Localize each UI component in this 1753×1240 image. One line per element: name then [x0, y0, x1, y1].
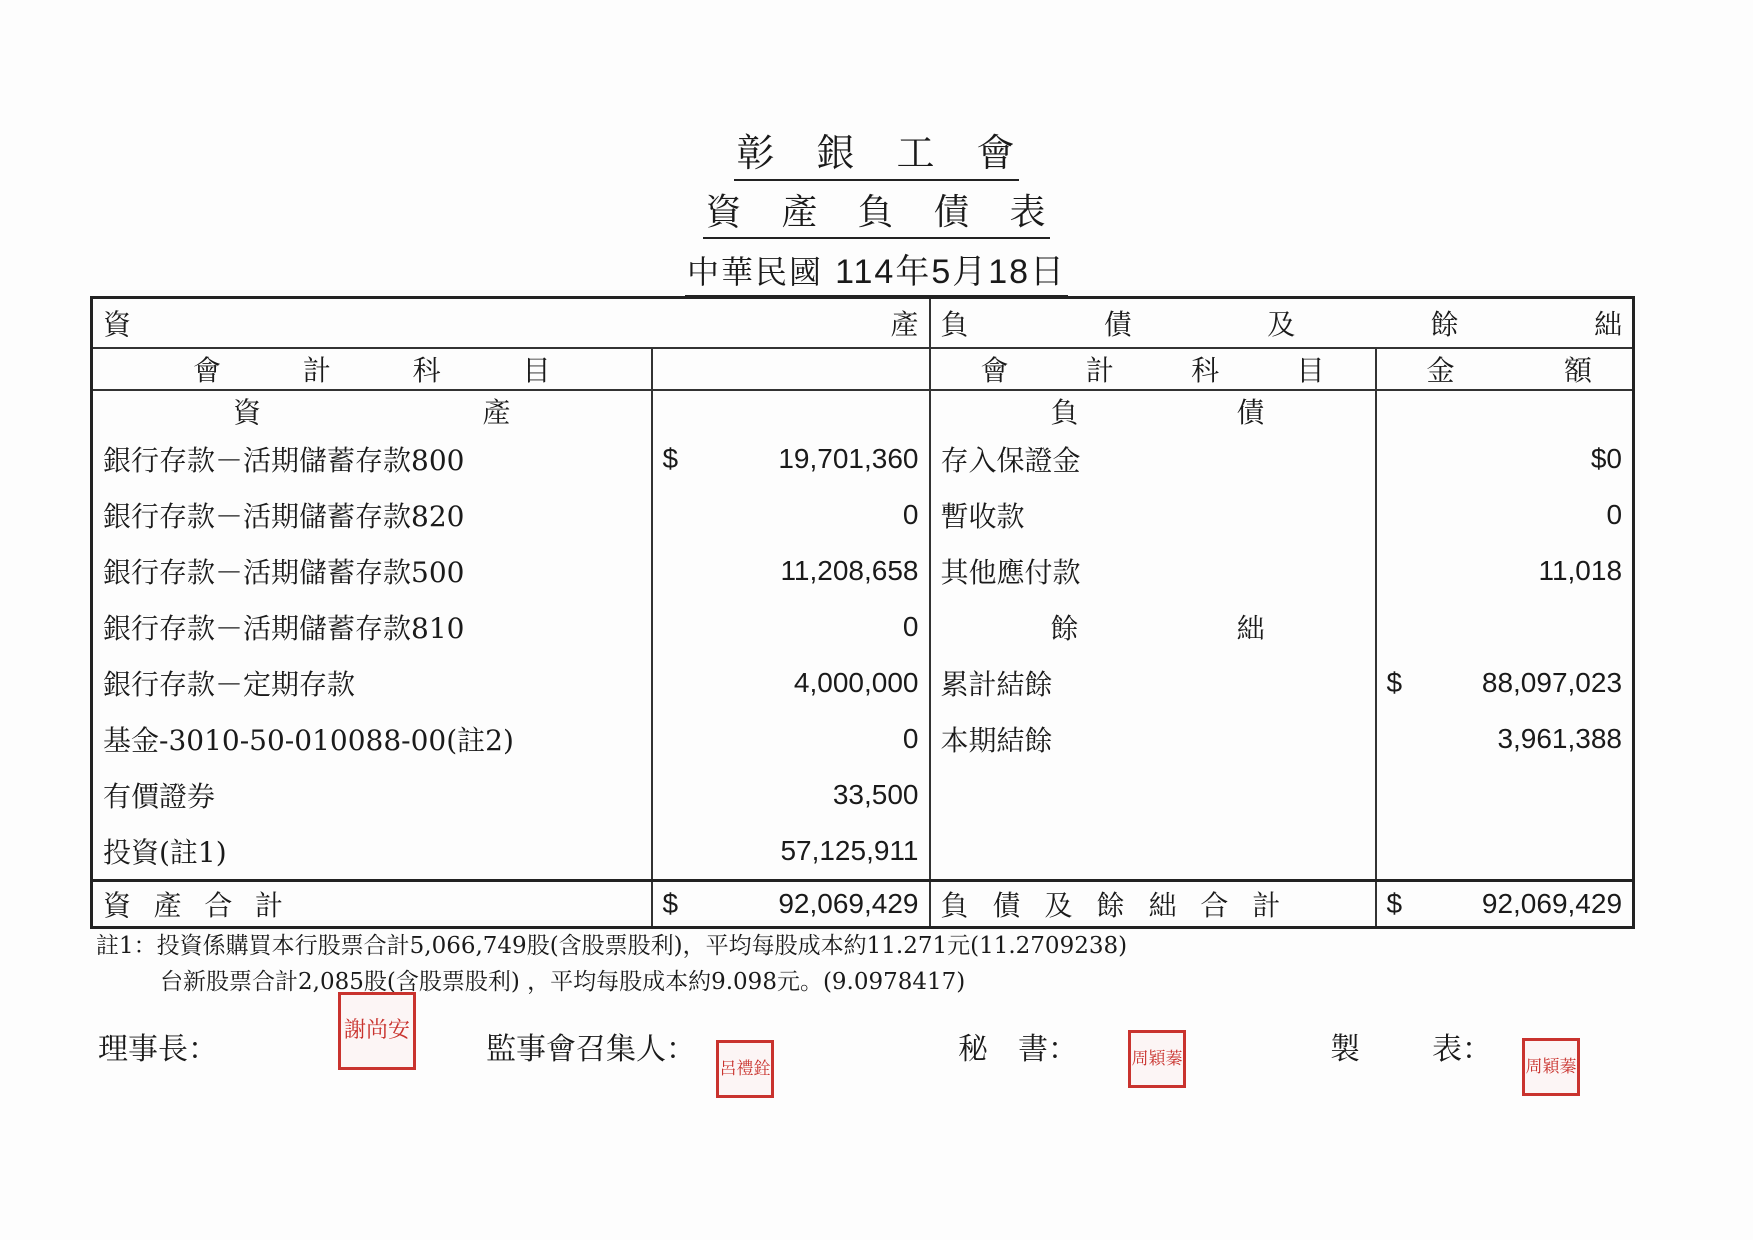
surplus-name: 本期結餘 — [930, 711, 1376, 767]
surplus-amount: 3,961,388 — [1376, 711, 1634, 767]
liability-name: 存入保證金 — [930, 431, 1376, 487]
org-title: 彰 銀 工 會 — [0, 122, 1753, 181]
asset-name: 銀行存款－活期儲蓄存款820 — [92, 487, 652, 543]
asset-amount: 4,000,000 — [652, 655, 930, 711]
surplus-name: 累計結餘 — [930, 655, 1376, 711]
asset-amount: 0 — [652, 599, 930, 655]
note-1-continued: 台新股票合計2,085股(含股票股利) ，平均每股成本約9.098元。(9.0978417) — [160, 969, 966, 995]
date-value: 114年5月18日 — [835, 253, 1067, 291]
supervisor-seal: 呂禮銓 — [716, 1040, 774, 1098]
preparer-seal: 周穎蓁 — [1522, 1038, 1580, 1096]
asset-name: 銀行存款－定期存款 — [92, 655, 652, 711]
col-account-right: 會 計 科 目 — [930, 348, 1376, 390]
table-row — [92, 823, 1634, 881]
balance-sheet-table — [90, 296, 1635, 929]
chairman-seal: 謝尚安 — [338, 992, 416, 1070]
liability-amount: 11,018 — [1376, 543, 1634, 599]
surplus-amount: $ 88,097,023 — [1376, 655, 1634, 711]
asset-amount: 33,500 — [652, 767, 930, 823]
report-title: 資 產 負 債 表 — [0, 184, 1753, 239]
secretary-seal: 周穎蓁 — [1128, 1030, 1186, 1088]
total-row — [92, 881, 1634, 928]
supervisor-label: 監事會召集人： — [486, 1032, 696, 1067]
report-date — [0, 244, 1753, 297]
liabilities-total-amount: $ 92,069,429 — [1376, 881, 1634, 928]
table-row — [92, 711, 1634, 767]
asset-name: 投資(註1) — [92, 823, 652, 881]
asset-name: 銀行存款－活期儲蓄存款800 — [92, 431, 652, 487]
asset-amount: 0 — [652, 711, 930, 767]
table-row — [92, 767, 1634, 823]
chairman-label: 理事長： — [98, 1032, 218, 1067]
liability-name: 暫收款 — [930, 487, 1376, 543]
asset-name: 銀行存款－活期儲蓄存款500 — [92, 543, 652, 599]
asset-amount: 57,125,911 — [652, 823, 930, 881]
section-row — [92, 390, 1634, 431]
asset-amount: 11,208,658 — [652, 543, 930, 599]
liabilities-section-label: 負 債 — [930, 390, 1376, 431]
table-row — [92, 655, 1634, 711]
preparer-label-b: 表： — [1432, 1032, 1492, 1067]
table-row — [92, 431, 1634, 487]
asset-name: 有價證券 — [92, 767, 652, 823]
table-row — [92, 487, 1634, 543]
assets-total-label: 資 產 合 計 — [92, 881, 652, 928]
header-row-columns — [92, 348, 1634, 390]
asset-amount: $ 19,701,360 — [652, 431, 930, 487]
liability-amount: 0 — [1376, 487, 1634, 543]
surplus-section-label: 餘 絀 — [930, 599, 1376, 655]
assets-total-amount: $ 92,069,429 — [652, 881, 930, 928]
secretary-label: 秘 書： — [958, 1032, 1078, 1067]
assets-header: 資 產 — [92, 298, 930, 349]
note-1: 註1：投資係購買本行股票合計5,066,749股(含股票股利)，平均每股成本約11.271元(11.2709238) — [96, 933, 1128, 959]
table-row — [92, 599, 1634, 655]
col-account-left: 會 計 科 目 — [92, 348, 652, 390]
preparer-label-a: 製 — [1330, 1032, 1360, 1067]
table-row — [92, 543, 1634, 599]
footnotes — [96, 928, 1127, 1000]
liabilities-total-label: 負 債 及 餘 絀 合 計 — [930, 881, 1376, 928]
col-amount-right: 金 額 — [1376, 348, 1634, 390]
asset-name: 銀行存款－活期儲蓄存款810 — [92, 599, 652, 655]
date-prefix: 中華民國 — [686, 253, 836, 291]
liabilities-header: 負 債 及 餘 絀 — [930, 298, 1634, 349]
header-row-sections — [92, 298, 1634, 349]
asset-name: 基金-3010-50-010088-00(註2) — [92, 711, 652, 767]
assets-section-label: 資 產 — [92, 390, 652, 431]
liability-name: 其他應付款 — [930, 543, 1376, 599]
liability-amount: $0 — [1376, 431, 1634, 487]
asset-amount: 0 — [652, 487, 930, 543]
col-amount-left — [652, 348, 930, 390]
